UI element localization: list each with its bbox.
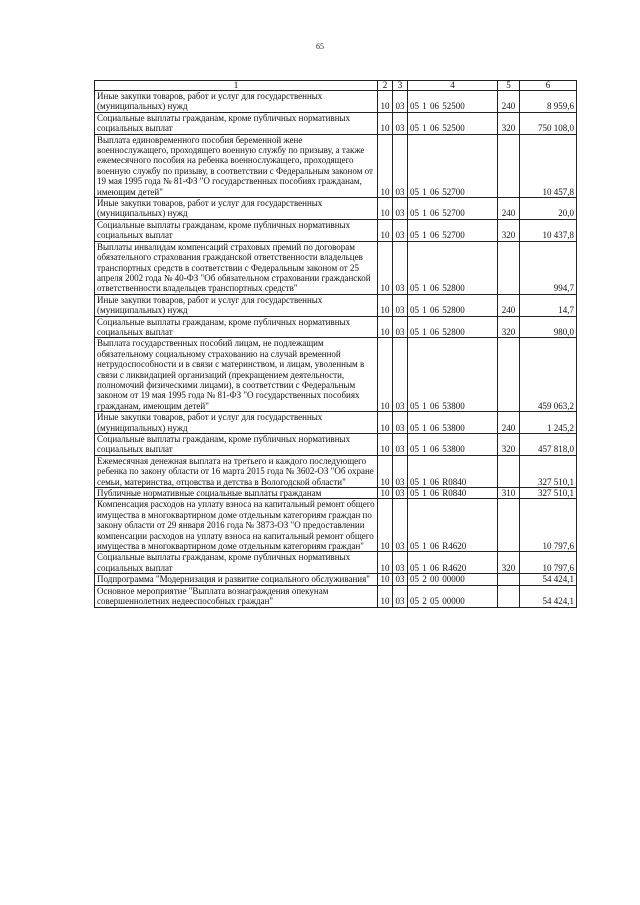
row-target-article-code: 05 1 06 52500 bbox=[408, 91, 498, 113]
table-row bbox=[95, 434, 577, 456]
row-target-article-code: 05 1 06 53800 bbox=[408, 338, 498, 412]
row-amount: 10 437,8 bbox=[520, 219, 577, 241]
row-subsection-code: 03 bbox=[393, 294, 408, 316]
row-subsection-code: 03 bbox=[393, 455, 408, 487]
row-target-article-code: 05 1 06 R0840 bbox=[408, 455, 498, 487]
row-expense-type-code: 240 bbox=[498, 91, 520, 113]
table-row bbox=[95, 455, 577, 487]
header-col-2: 2 bbox=[378, 81, 393, 91]
row-target-article-code: 05 1 06 52800 bbox=[408, 294, 498, 316]
row-expense-type-code: 240 bbox=[498, 412, 520, 434]
row-amount: 54 424,1 bbox=[520, 574, 577, 585]
row-expense-type-code: 320 bbox=[498, 434, 520, 456]
row-amount: 327 510,1 bbox=[520, 488, 577, 499]
row-expense-type-code: 320 bbox=[498, 316, 520, 338]
row-section-code: 10 bbox=[378, 574, 393, 585]
row-expense-type-code: 240 bbox=[498, 294, 520, 316]
row-target-article-code: 05 1 06 52700 bbox=[408, 219, 498, 241]
row-subsection-code: 03 bbox=[393, 585, 408, 607]
row-amount: 10 797,6 bbox=[520, 499, 577, 552]
table-row bbox=[95, 219, 577, 241]
row-amount: 457 818,0 bbox=[520, 434, 577, 456]
row-target-article-code: 05 1 06 53800 bbox=[408, 412, 498, 434]
row-name: Компенсация расходов на уплату взноса на капитальный ремонт общего имущества в многоквартирном доме отдельным категориям граждан по закону области от 29 января 2016 года № 3873-ОЗ "О предоставлении компенсации расходов на уплату взноса на капитальный ремонт общего имущества в многоквартирном доме отдельным категориям граждан" bbox=[95, 499, 378, 552]
row-name: Иные закупки товаров, работ и услуг для государственных (муниципальных) нужд bbox=[95, 294, 378, 316]
row-expense-type-code: 320 bbox=[498, 112, 520, 134]
row-name: Социальные выплаты гражданам, кроме публичных нормативных социальных выплат bbox=[95, 552, 378, 574]
row-subsection-code: 03 bbox=[393, 112, 408, 134]
row-amount: 1 245,2 bbox=[520, 412, 577, 434]
row-target-article-code: 05 2 05 00000 bbox=[408, 585, 498, 607]
row-subsection-code: 03 bbox=[393, 488, 408, 499]
row-subsection-code: 03 bbox=[393, 219, 408, 241]
row-target-article-code: 05 2 00 00000 bbox=[408, 574, 498, 585]
row-section-code: 10 bbox=[378, 434, 393, 456]
row-section-code: 10 bbox=[378, 412, 393, 434]
table-row bbox=[95, 585, 577, 607]
row-section-code: 10 bbox=[378, 219, 393, 241]
row-expense-type-code: 320 bbox=[498, 552, 520, 574]
page-number: 65 bbox=[316, 42, 324, 51]
row-amount: 459 063,2 bbox=[520, 338, 577, 412]
table-row bbox=[95, 338, 577, 412]
row-expense-type-code bbox=[498, 134, 520, 197]
row-amount: 980,0 bbox=[520, 316, 577, 338]
row-name: Основное мероприятие "Выплата вознаграждения опекунам совершеннолетних недееспособных граждан" bbox=[95, 585, 378, 607]
row-subsection-code: 03 bbox=[393, 134, 408, 197]
row-amount: 14,7 bbox=[520, 294, 577, 316]
row-expense-type-code bbox=[498, 241, 520, 294]
table-row bbox=[95, 294, 577, 316]
row-subsection-code: 03 bbox=[393, 412, 408, 434]
table-row bbox=[95, 552, 577, 574]
row-name: Социальные выплаты гражданам, кроме публичных нормативных социальных выплат bbox=[95, 434, 378, 456]
row-expense-type-code: 310 bbox=[498, 488, 520, 499]
row-name: Ежемесячная денежная выплата на третьего и каждого последующего ребенка по закону области от 16 марта 2015 года № 3602-ОЗ "Об охране семьи, материнства, отцовства и детства в Вологодской области" bbox=[95, 455, 378, 487]
row-section-code: 10 bbox=[378, 499, 393, 552]
table-row bbox=[95, 316, 577, 338]
row-section-code: 10 bbox=[378, 338, 393, 412]
row-amount: 54 424,1 bbox=[520, 585, 577, 607]
row-target-article-code: 05 1 06 52700 bbox=[408, 134, 498, 197]
row-name: Иные закупки товаров, работ и услуг для государственных (муниципальных) нужд bbox=[95, 198, 378, 220]
row-target-article-code: 05 1 06 R0840 bbox=[408, 488, 498, 499]
row-name: Подпрограмма "Модернизация и развитие социального обслуживания" bbox=[95, 574, 378, 585]
row-name: Иные закупки товаров, работ и услуг для государственных (муниципальных) нужд bbox=[95, 91, 378, 113]
row-subsection-code: 03 bbox=[393, 91, 408, 113]
row-expense-type-code bbox=[498, 338, 520, 412]
row-section-code: 10 bbox=[378, 585, 393, 607]
row-section-code: 10 bbox=[378, 552, 393, 574]
row-section-code: 10 bbox=[378, 112, 393, 134]
table-row bbox=[95, 241, 577, 294]
table-row bbox=[95, 499, 577, 552]
row-section-code: 10 bbox=[378, 241, 393, 294]
budget-table bbox=[94, 80, 577, 608]
row-amount: 994,7 bbox=[520, 241, 577, 294]
row-name: Выплаты инвалидам компенсаций страховых премий по договорам обязательного страхования гражданской ответственности владельцев транспортных средств в соответствии с Федеральным законом от 25 апреля 2002 года № 40-ФЗ "Об обязательном страховании гражданской ответственности владельцев транспортных средств" bbox=[95, 241, 378, 294]
row-expense-type-code: 320 bbox=[498, 219, 520, 241]
table-header-row bbox=[95, 81, 577, 91]
row-name: Публичные нормативные социальные выплаты гражданам bbox=[95, 488, 378, 499]
row-section-code: 10 bbox=[378, 91, 393, 113]
row-amount: 8 959,6 bbox=[520, 91, 577, 113]
row-section-code: 10 bbox=[378, 455, 393, 487]
row-target-article-code: 05 1 06 R4620 bbox=[408, 499, 498, 552]
row-expense-type-code bbox=[498, 455, 520, 487]
row-subsection-code: 03 bbox=[393, 552, 408, 574]
header-col-3: 3 bbox=[393, 81, 408, 91]
row-name: Иные закупки товаров, работ и услуг для государственных (муниципальных) нужд bbox=[95, 412, 378, 434]
row-target-article-code: 05 1 06 52700 bbox=[408, 198, 498, 220]
row-amount: 20,0 bbox=[520, 198, 577, 220]
table-row bbox=[95, 112, 577, 134]
row-target-article-code: 05 1 06 52800 bbox=[408, 316, 498, 338]
row-target-article-code: 05 1 06 R4620 bbox=[408, 552, 498, 574]
row-amount: 327 510,1 bbox=[520, 455, 577, 487]
row-amount: 750 108,0 bbox=[520, 112, 577, 134]
row-expense-type-code: 240 bbox=[498, 198, 520, 220]
row-subsection-code: 03 bbox=[393, 434, 408, 456]
row-name: Выплата единовременного пособия беременной жене военнослужащего, проходящего военную службу по призыву, а также ежемесячного пособия на ребенка военнослужащего, проходящего военную службу по призыву, в соответствии с Федеральным законом от 19 мая 1995 года № 81-ФЗ "О государственных пособиях гражданам, имеющим детей" bbox=[95, 134, 378, 197]
row-expense-type-code bbox=[498, 499, 520, 552]
row-name: Социальные выплаты гражданам, кроме публичных нормативных социальных выплат bbox=[95, 112, 378, 134]
header-col-4: 4 bbox=[408, 81, 498, 91]
row-target-article-code: 05 1 06 52800 bbox=[408, 241, 498, 294]
table-row bbox=[95, 412, 577, 434]
row-name: Выплата государственных пособий лицам, не подлежащим обязательному социальному страхованию на случай временной нетрудоспособности и в связи с материнством, и лицам, уволенным в связи с ликвидацией организаций (прекращением деятельности, полномочий физическими лицами), в соответствии с Федеральным законом от 19 мая 1995 года № 81-ФЗ "О государственных пособиях гражданам, имеющим детей" bbox=[95, 338, 378, 412]
table-row bbox=[95, 134, 577, 197]
row-expense-type-code bbox=[498, 585, 520, 607]
row-subsection-code: 03 bbox=[393, 499, 408, 552]
header-col-5: 5 bbox=[498, 81, 520, 91]
row-name: Социальные выплаты гражданам, кроме публичных нормативных социальных выплат bbox=[95, 316, 378, 338]
header-col-6: 6 bbox=[520, 81, 577, 91]
row-section-code: 10 bbox=[378, 198, 393, 220]
row-section-code: 10 bbox=[378, 316, 393, 338]
row-section-code: 10 bbox=[378, 294, 393, 316]
row-section-code: 10 bbox=[378, 488, 393, 499]
row-subsection-code: 03 bbox=[393, 316, 408, 338]
row-target-article-code: 05 1 06 53800 bbox=[408, 434, 498, 456]
row-subsection-code: 03 bbox=[393, 574, 408, 585]
table-row bbox=[95, 91, 577, 113]
row-section-code: 10 bbox=[378, 134, 393, 197]
table-row bbox=[95, 574, 577, 585]
table-row bbox=[95, 488, 577, 499]
row-amount: 10 457,8 bbox=[520, 134, 577, 197]
row-subsection-code: 03 bbox=[393, 338, 408, 412]
row-expense-type-code bbox=[498, 574, 520, 585]
row-subsection-code: 03 bbox=[393, 241, 408, 294]
row-amount: 10 797,6 bbox=[520, 552, 577, 574]
header-col-1: 1 bbox=[95, 81, 378, 91]
table-body bbox=[95, 91, 577, 608]
row-name: Социальные выплаты гражданам, кроме публичных нормативных социальных выплат bbox=[95, 219, 378, 241]
row-subsection-code: 03 bbox=[393, 198, 408, 220]
row-target-article-code: 05 1 06 52500 bbox=[408, 112, 498, 134]
table-row bbox=[95, 198, 577, 220]
